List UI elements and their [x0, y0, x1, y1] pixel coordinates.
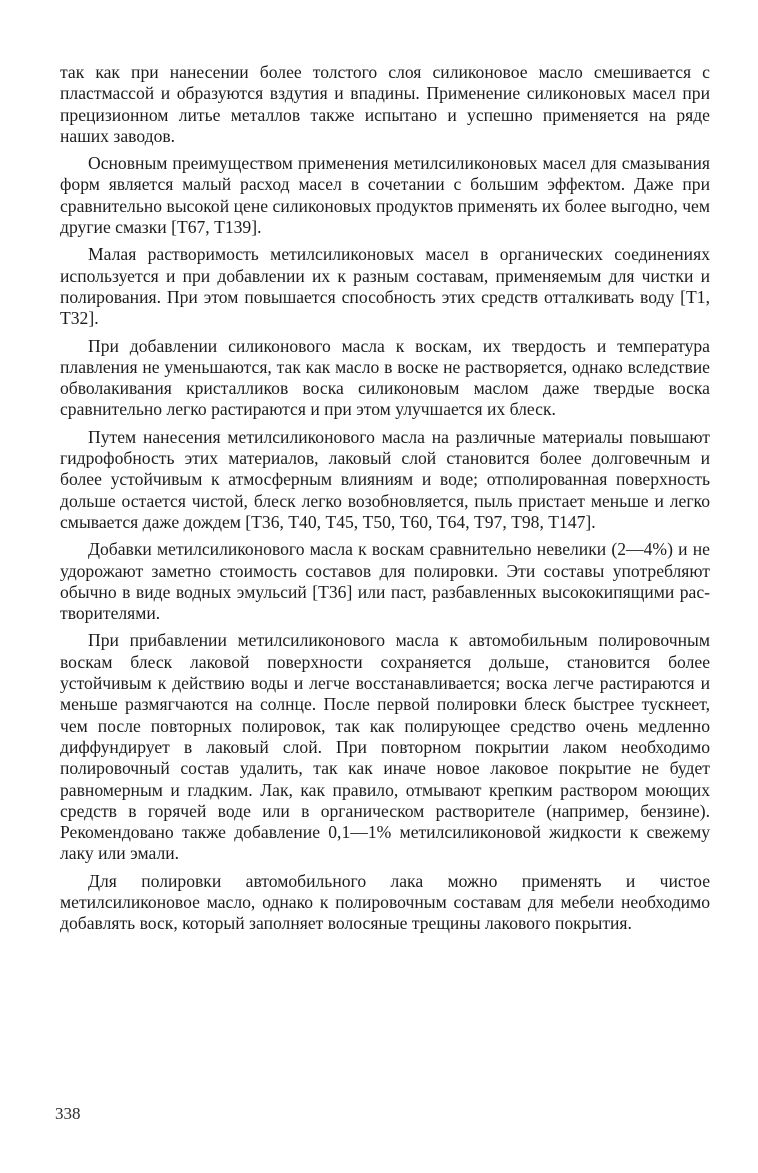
page-number: 338 — [55, 1104, 81, 1123]
paragraph-6: Добавки метилсиликонового масла к воскам сравнительно невелики (2—4%) и не удорожают заметно стоимость составов для полировки. Эти составы употребляют обычно в виде водных эмульсий [Т36] или паст, разбавленных высококипящими растворителями. — [60, 539, 710, 624]
paragraph-3: Малая растворимость метилсиликоновых масел в органических соединениях используется и при добавлении их к разным составам, применяемым для чистки и полирования. При этом повышается способность этих средств отталкивать воду [Т1, Т32]. — [60, 244, 710, 329]
paragraph-1: так как при нанесении более толстого слоя силиконовое масло смешивается с пластмассой и образуются вздутия и впадины. Применение силиконовых масел при прецизионном литье металлов также испытано и успешно применяется на ряде наших заводов. — [60, 62, 710, 146]
page-body — [60, 62, 710, 941]
paragraph-5: Путем нанесения метилсиликонового масла на различные материалы повышают гидрофобность этих материалов, лаковый слой становится более долговечным и более устойчивым к атмосферным влияниям и воде; отполированная поверхность дольше остается чистой, блеск легко возобновляется, пыль пристает меньше и легко смывается даже дождем [Т36, Т40, Т45, Т50, Т60, Т64, Т97, Т98, Т147]. — [60, 426, 710, 532]
paragraph-7: При прибавлении метилсиликонового масла к автомобильным полировочным воскам блеск лаковой поверхности сохраняется дольше, становится более устойчивым к действию воды и легче восстанавливается; воска легче растираются и меньше размягчаются на солнце. После первой полировки блеск быстрее тускнеет, чем после повторных полировок, так как полирующее средство очень медленно диффундирует в лаковый слой. При повторном покрытии лаком необходимо полировочный состав удалить, так как иначе новое лаковое покрытие не будет равномерным и гладким. Лак, как правило, отмывают крепким раствором моющих средств в горячей воде или в органическом растворителе (например, бензине). Рекомендовано также добавление 0,1—1% метилсиликоновой жидкости к свежему лаку или эмали. — [60, 630, 710, 864]
paragraph-4: При добавлении силиконового масла к воскам, их твердость и температура плавления не уменьшаются, так как масло в воске не растворяется, однако вследствие обволакивания кристалликов воска силиконовым маслом даже твердые воска сравнительно легко растираются и при этом улучшается их блеск. — [60, 335, 710, 420]
paragraph-8: Для полировки автомобильного лака можно применять и чистое метилсиликоновое масло, однако к полировочным составам для мебели необходимо добавлять воск, который заполняет волосяные трещины лакового покрытия. — [60, 870, 710, 934]
paragraph-2: Основным преимуществом применения метилсиликоновых масел для смазывания форм является малый расход масел в сочетании с большим эффектом. Даже при сравнительно высокой цене силиконовых продуктов применять их более выгодно, чем другие смазки [Т67, Т139]. — [60, 153, 710, 238]
